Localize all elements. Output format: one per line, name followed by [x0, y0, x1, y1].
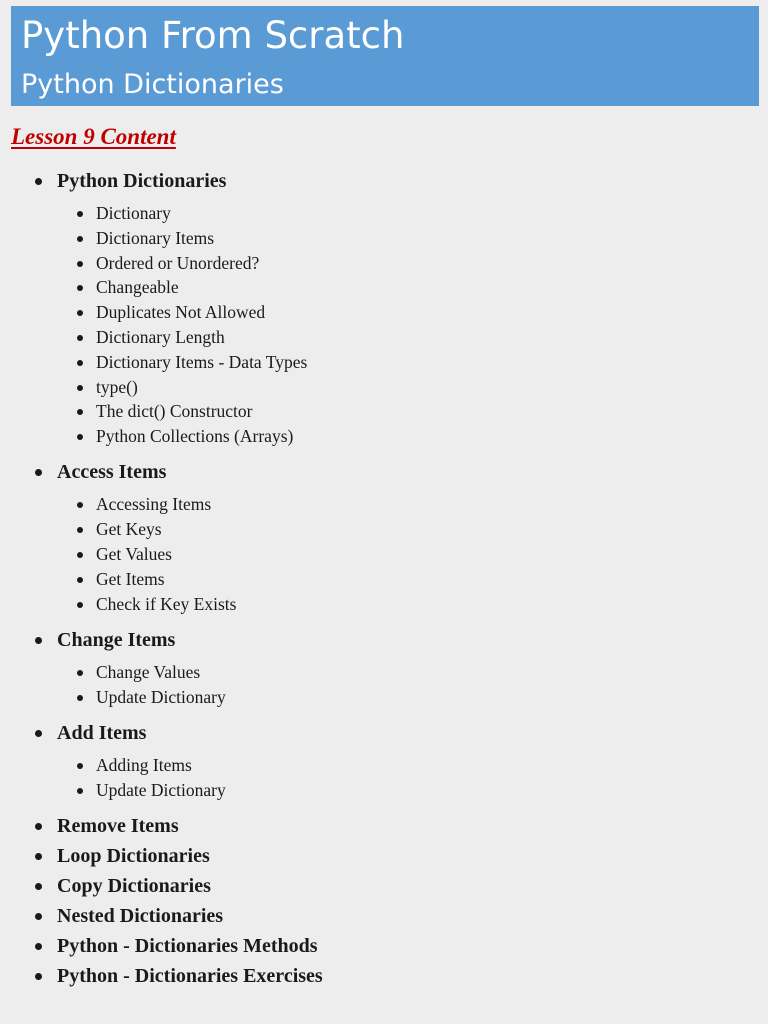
sub-item-dictionary: Dictionary	[96, 203, 171, 223]
sub-item-update-dictionary: Update Dictionary	[96, 687, 226, 707]
sub-item-dictionary-items-data-types: Dictionary Items - Data Types	[96, 352, 308, 372]
section-item-loop-dictionaries: Loop Dictionaries	[57, 845, 210, 867]
page-title: Python From Scratch	[21, 14, 405, 57]
sub-item-changeable: Changeable	[96, 277, 179, 297]
sub-item-update-dictionary: Update Dictionary	[96, 780, 226, 800]
section-item-remove-items: Remove Items	[57, 815, 179, 837]
sub-item-change-values: Change Values	[96, 662, 201, 682]
sub-item-duplicates-not-allowed: Duplicates Not Allowed	[96, 302, 266, 322]
sub-item-ordered-or-unordered: Ordered or Unordered?	[96, 253, 260, 273]
section-item-access-items: Access Items	[57, 461, 167, 483]
section-item-add-items: Add Items	[57, 722, 147, 744]
sub-item-dictionary-items: Dictionary Items	[96, 228, 215, 248]
sub-item-get-items: Get Items	[96, 569, 165, 589]
section-item-dictionaries-methods: Python - Dictionaries Methods	[57, 935, 318, 957]
sub-item-check-if-key-exists: Check if Key Exists	[96, 594, 237, 614]
section-item-nested-dictionaries: Nested Dictionaries	[57, 905, 224, 927]
sub-item-dict-constructor: The dict() Constructor	[96, 401, 253, 421]
sub-item-get-keys: Get Keys	[96, 519, 162, 539]
sub-item-type: type()	[96, 377, 138, 397]
section-item-python-dictionaries: Python Dictionaries	[57, 170, 227, 192]
sub-item-python-collections: Python Collections (Arrays)	[96, 426, 294, 446]
section-item-change-items: Change Items	[57, 629, 176, 651]
page-subtitle: Python Dictionaries	[21, 69, 284, 100]
section-item-copy-dictionaries: Copy Dictionaries	[57, 875, 211, 897]
sub-item-adding-items: Adding Items	[96, 755, 192, 775]
sub-item-dictionary-length: Dictionary Length	[96, 327, 225, 347]
sub-item-get-values: Get Values	[96, 544, 172, 564]
lesson-heading: Lesson 9 Content	[11, 124, 176, 149]
sub-item-accessing-items: Accessing Items	[96, 494, 212, 514]
section-item-dictionaries-exercises: Python - Dictionaries Exercises	[57, 965, 323, 987]
